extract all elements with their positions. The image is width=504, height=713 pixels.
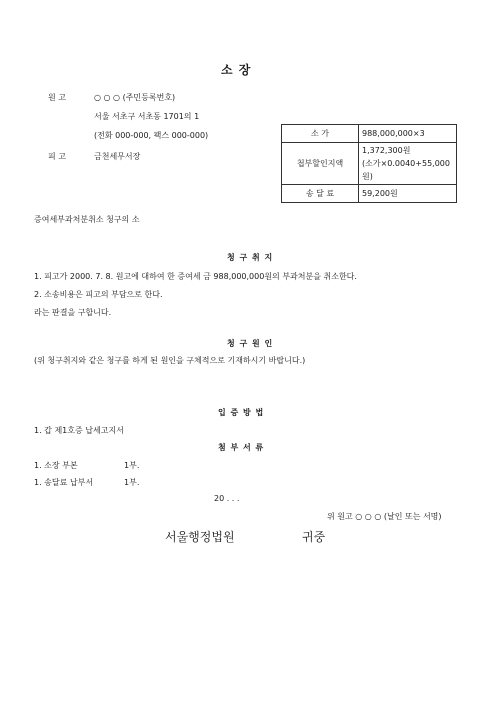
signature-line: 위 원고 ○ ○ ○ (날인 또는 서명): [327, 512, 442, 521]
attachment-item: 1. 송달료 납부서: [34, 478, 94, 487]
stamp-fee-line: 1,372,300원: [362, 146, 411, 155]
info-key-claim-value: 소 가: [282, 125, 359, 143]
table-row: [282, 185, 457, 203]
info-key-stamp-fee: 첩부할인지액: [282, 143, 359, 185]
stamp-fee-line: (소가×0.0040+55,000: [362, 159, 450, 168]
stamp-fee-line: 원): [362, 172, 373, 181]
court-name: 서울행정법원: [165, 530, 235, 544]
claim-cause-heading: 청 구 원 인: [227, 339, 274, 348]
attachment-count: 1부.: [124, 478, 140, 487]
attachments-heading: 첨 부 서 류: [218, 443, 265, 452]
evidence-heading: 입 증 방 법: [218, 408, 265, 417]
info-value-stamp-fee: [359, 143, 457, 185]
court-suffix: 귀중: [302, 530, 326, 544]
info-key-delivery-fee: 송 달 료: [282, 185, 359, 203]
claim-purpose-line: 라는 판결을 구합니다.: [34, 308, 112, 317]
document-title: 소 장: [221, 63, 252, 77]
info-value-claim-value: 988,000,000×3: [359, 125, 457, 143]
plaintiff-contact: (전화 000-000, 팩스 000-000): [94, 131, 209, 140]
filing-date: 20 . . .: [214, 494, 240, 503]
defendant-label: 피 고: [48, 152, 66, 161]
table-row: [282, 125, 457, 143]
attachment-count: 1부.: [124, 461, 140, 470]
claim-cause-text: (위 청구취지와 같은 청구를 하게 된 원인을 구체적으로 기재하시기 바랍니다.): [34, 356, 306, 365]
plaintiff-address: 서울 서초구 서초동 1701의 1: [94, 112, 200, 121]
defendant-name: 금천세무서장: [94, 152, 141, 161]
table-row: [282, 143, 457, 185]
plaintiff-name: ○ ○ ○ (주민등록번호): [94, 93, 176, 102]
claim-purpose-line: 2. 소송비용은 피고의 부담으로 한다.: [34, 290, 163, 299]
claim-purpose-line: 1. 피고가 2000. 7. 8. 원고에 대하여 한 증여세 금 988,000,000원의 부과처분을 취소한다.: [34, 272, 357, 281]
plaintiff-label: 원 고: [48, 93, 66, 102]
evidence-item: 1. 갑 제1호증 납세고지서: [34, 426, 124, 435]
claim-purpose-heading: 청 구 취 지: [227, 253, 274, 262]
case-name: 증여세부과처분취소 청구의 소: [34, 215, 140, 224]
info-value-delivery-fee: 59,200원: [359, 185, 457, 203]
info-table: [281, 124, 457, 203]
attachment-item: 1. 소장 부본: [34, 461, 78, 470]
